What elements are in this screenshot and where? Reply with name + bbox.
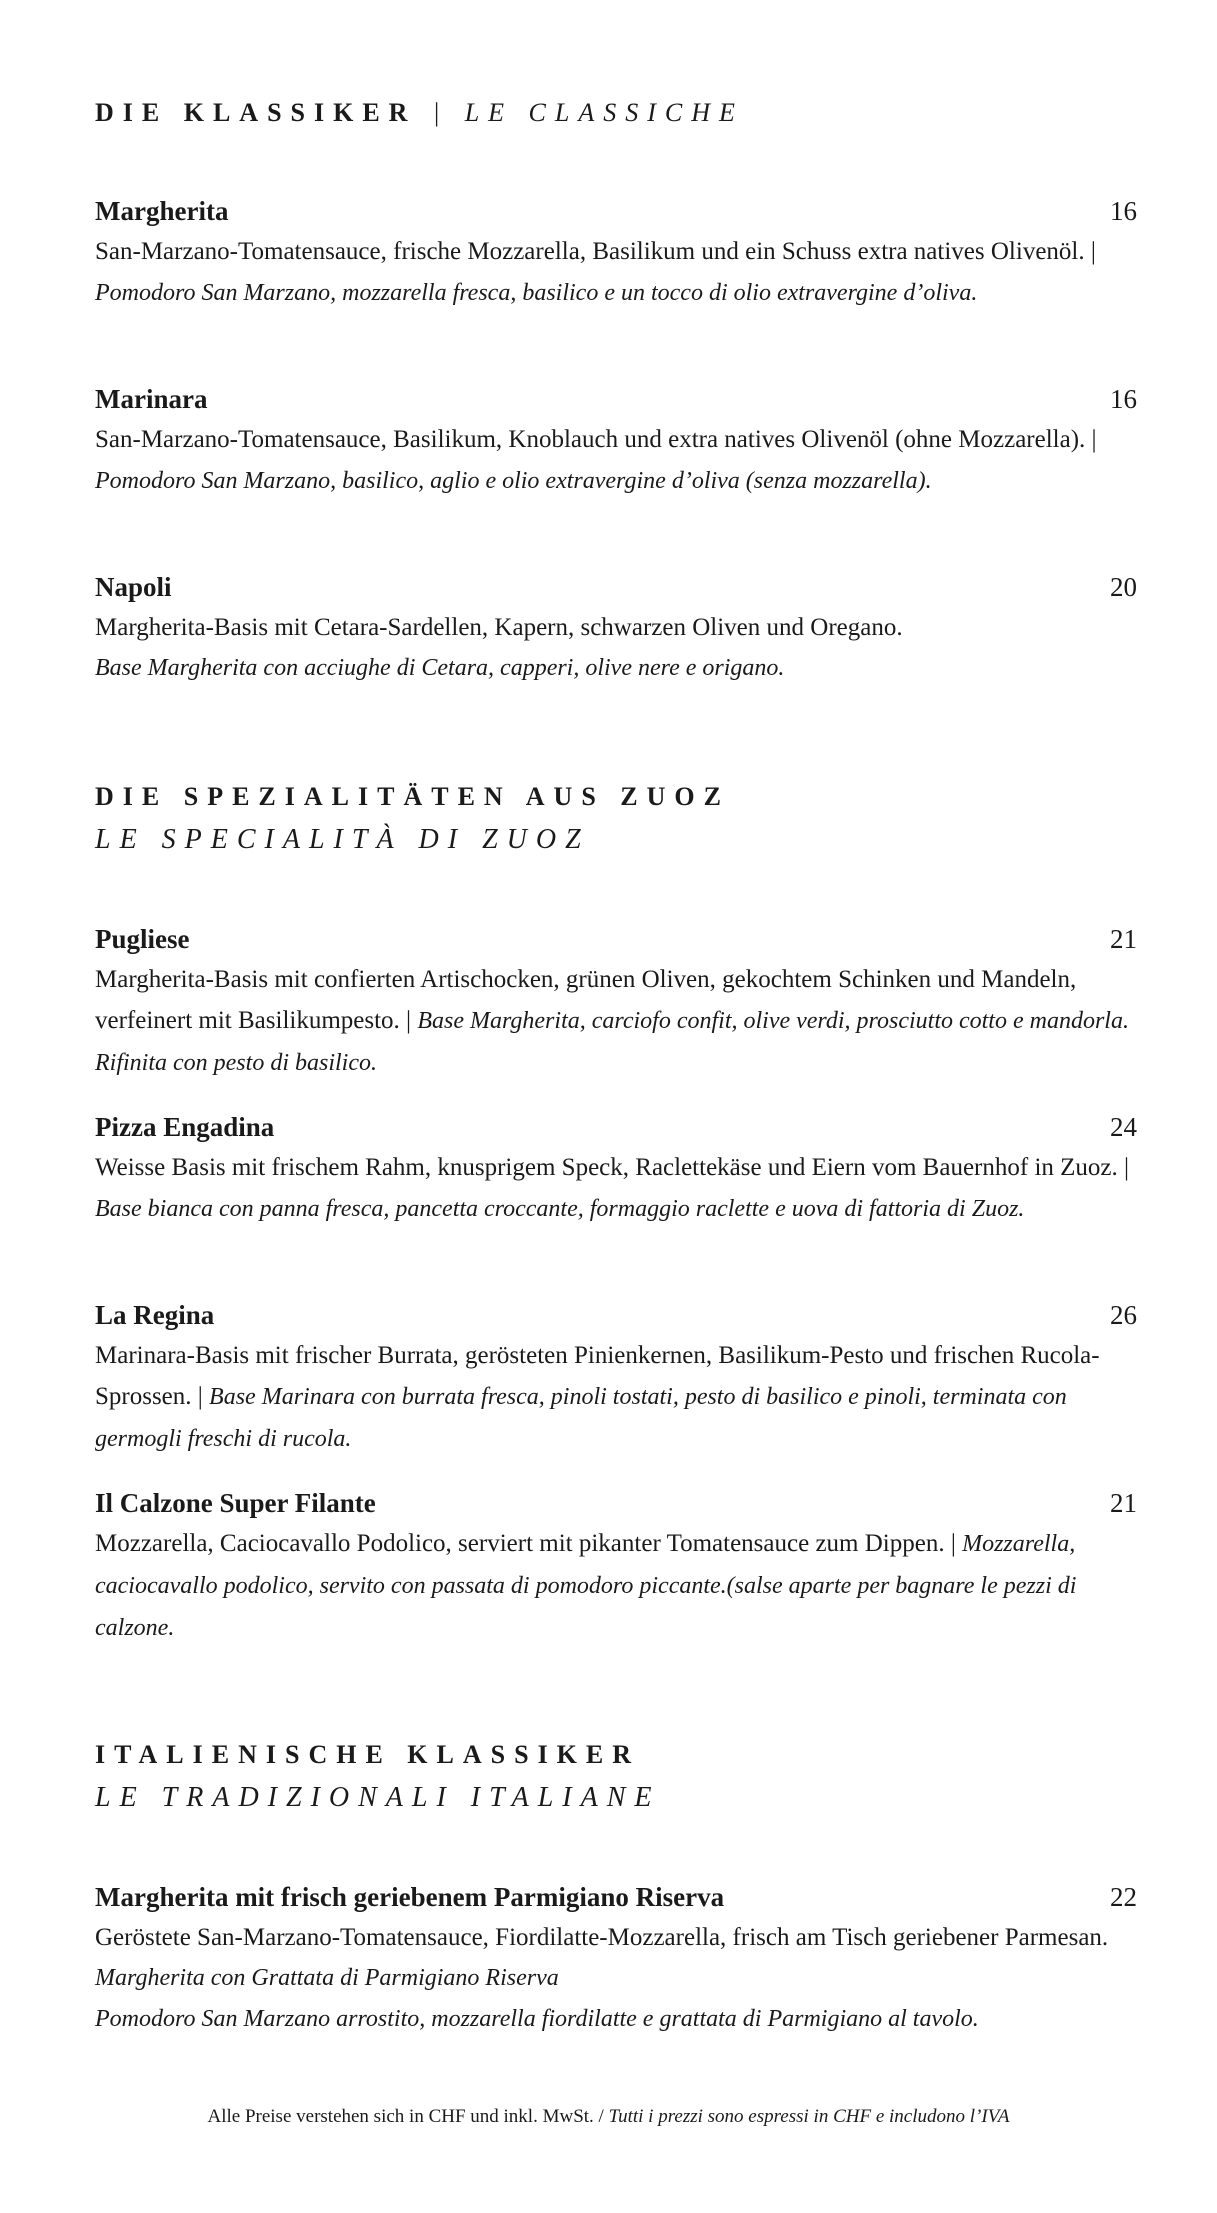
item-price: 20	[1110, 572, 1137, 602]
menu-item-napoli	[95, 572, 1135, 689]
item-price: 22	[1110, 1882, 1137, 1912]
item-name: Marinara	[95, 384, 208, 414]
item-desc-de: San-Marzano-Tomatensauce, frische Mozzarella, Basilikum und ein Schuss extra natives Olivenöl. |	[95, 238, 1096, 265]
item-desc-it: Pomodoro San Marzano, mozzarella fresca, basilico e un tocco di olio extravergine d’oliva.	[95, 280, 978, 306]
item-desc-it: Mozzarella, caciocavallo podolico, servito con passata di pomodoro piccante.(salse aparte per bagnare le pezzi di calzone.	[95, 1531, 1077, 1641]
item-desc-it: Pomodoro San Marzano arrostito, mozzarella fiordilatte e grattata di Parmigiano al tavolo.	[95, 2006, 979, 2032]
item-desc-de: Geröstete San-Marzano-Tomatensauce, Fiordilatte-Mozzarella, frisch am Tisch geriebener Parmesan.	[95, 1924, 1109, 1951]
item-price: 21	[1110, 1488, 1137, 1518]
item-desc-de: Marinara-Basis mit frischer Burrata, gerösteten Pinienkernen, Basilikum-Pesto und frischen Rucola-Sprossen. |	[95, 1342, 1100, 1410]
menu-item-calzone	[95, 1488, 1135, 1649]
item-desc-de: Margherita-Basis mit Cetara-Sardellen, Kapern, schwarzen Oliven und Oregano.	[95, 614, 903, 641]
item-desc-it: Base bianca con panna fresca, pancetta croccante, formaggio raclette e uova di fattoria di Zuoz.	[95, 1196, 1025, 1222]
item-desc-de: Mozzarella, Caciocavallo Podolico, serviert mit pikanter Tomatensauce zum Dippen. |	[95, 1530, 963, 1557]
section-specialties-header	[95, 782, 730, 856]
footnote-it: Tutti i prezzi sono espressi in CHF e includono l’IVA	[608, 2106, 1010, 2127]
item-desc-de: Weisse Basis mit frischem Rahm, knusprigem Speck, Raclettekäse und Eiern vom Bauernhof in Zuoz. |	[95, 1154, 1130, 1181]
item-price: 16	[1110, 196, 1137, 226]
item-name: Margherita	[95, 196, 229, 226]
section-title-de: DIE SPEZIALITÄTEN AUS ZUOZ	[95, 782, 730, 811]
item-name: Napoli	[95, 572, 172, 602]
item-desc-de: San-Marzano-Tomatensauce, Basilikum, Knoblauch und extra natives Olivenöl (ohne Mozzarella). |	[95, 426, 1097, 453]
section-classics-header	[95, 98, 744, 128]
section-italian-classics-header	[95, 1740, 661, 1814]
item-name: Il Calzone Super Filante	[95, 1488, 376, 1518]
item-price: 24	[1110, 1112, 1137, 1142]
section-title-de: ITALIENISCHE KLASSIKER	[95, 1740, 641, 1769]
item-price: 26	[1110, 1300, 1137, 1330]
item-price: 21	[1110, 924, 1137, 954]
item-name: Pizza Engadina	[95, 1112, 275, 1142]
item-desc-it: Base Margherita con acciughe di Cetara, capperi, olive nere e origano.	[95, 655, 785, 681]
item-name: Margherita mit frisch geriebenem Parmigiano Riserva	[95, 1882, 725, 1912]
item-name: Pugliese	[95, 924, 190, 954]
menu-item-pugliese	[95, 924, 1135, 1084]
item-desc-it: Base Marinara con burrata fresca, pinoli tostati, pesto di basilico e pinoli, terminata con germogli freschi di rucola.	[95, 1384, 1067, 1452]
menu-item-la-regina	[95, 1300, 1135, 1460]
menu-item-marinara	[95, 384, 1135, 502]
item-price: 16	[1110, 384, 1137, 414]
menu-item-margherita-parmigiano	[95, 1882, 1135, 2040]
item-desc-de: Margherita-Basis mit confierten Artischocken, grünen Oliven, gekochtem Schinken und Mandeln, verfeinert mit Basilikumpesto. |	[95, 966, 1077, 1034]
section-separator: |	[433, 98, 440, 127]
section-title-it: LE CLASSICHE	[464, 98, 744, 127]
item-desc-it: Base Margherita, carciofo confit, olive verdi, prosciutto cotto e mandorla. Rifinita con pesto di basilico.	[95, 1008, 1129, 1076]
price-footnote	[0, 2106, 1217, 2128]
item-name: La Regina	[95, 1300, 215, 1330]
item-desc-it: Pomodoro San Marzano, basilico, aglio e olio extravergine d’oliva (senza mozzarella).	[95, 468, 932, 494]
item-desc-it-title: Margherita con Grattata di Parmigiano Riserva	[95, 1965, 559, 1991]
section-title-it: LE SPECIALITÀ DI ZUOZ	[95, 824, 590, 855]
section-title-it: LE TRADIZIONALI ITALIANE	[95, 1782, 661, 1813]
footnote-de: Alle Preise verstehen sich in CHF und inkl. MwSt. /	[207, 2106, 609, 2127]
menu-item-margherita	[95, 196, 1135, 314]
menu-item-pizza-engadina	[95, 1112, 1135, 1230]
section-title-de: DIE KLASSIKER	[95, 98, 417, 127]
